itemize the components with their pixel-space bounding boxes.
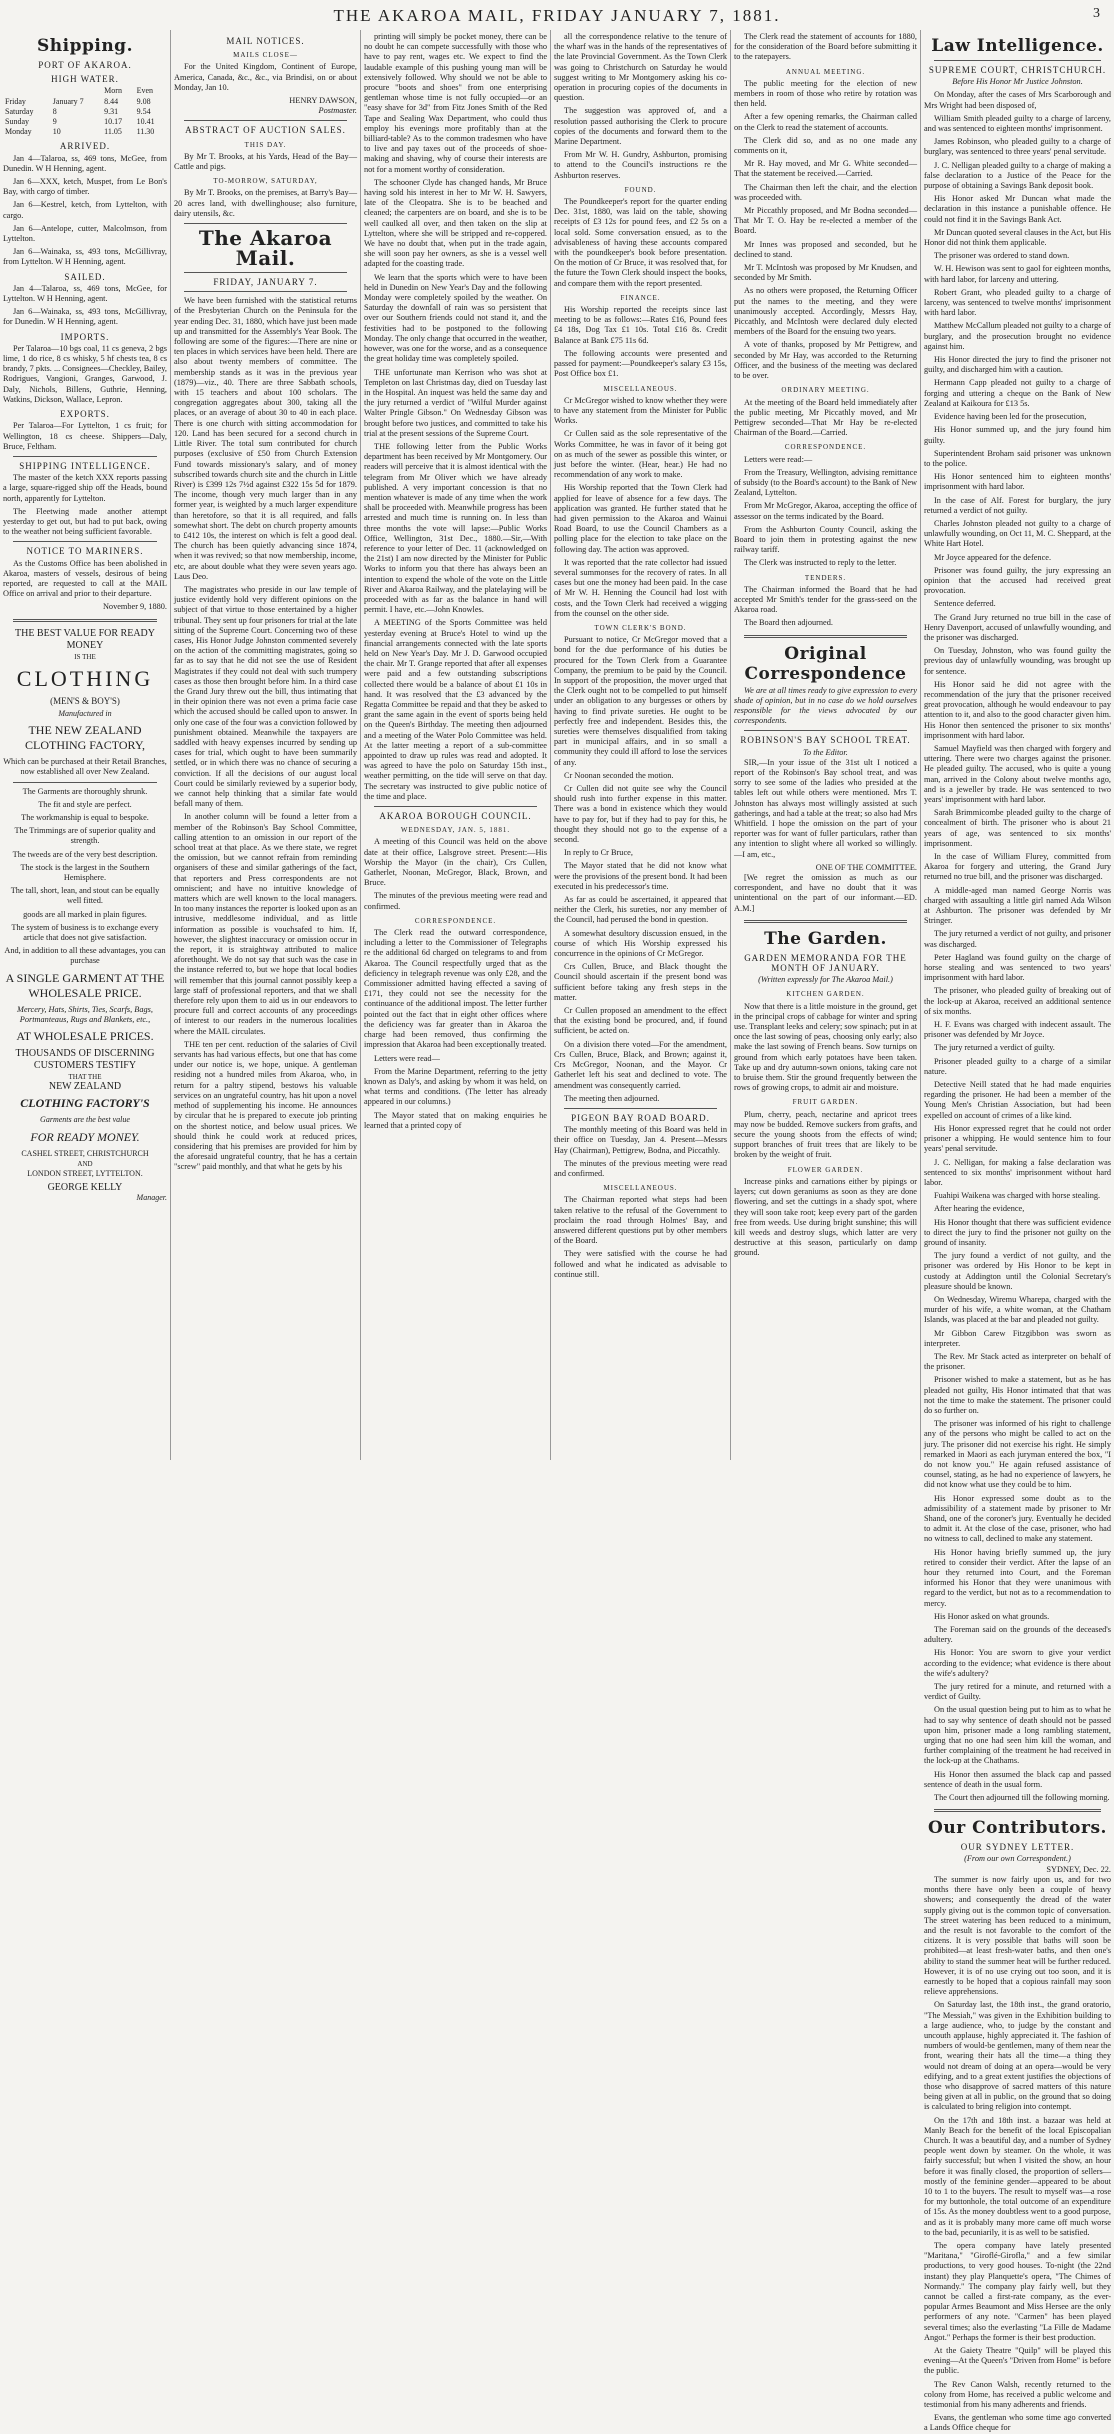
- original-correspondence-heading: Original Correspondence: [744, 643, 907, 684]
- robinson-heading: ROBINSON'S BAY SCHOOL TREAT.: [740, 735, 911, 746]
- tide-cell: 9: [52, 117, 57, 127]
- ad-line: CASHEL STREET, CHRISTCHURCH: [21, 1148, 149, 1158]
- sydney-paragraph: Evans, the gentleman who some time ago converted a Lands Office cheque for: [924, 2413, 1111, 2433]
- law-paragraph: The Foreman said on the grounds of the deceased's adultery.: [924, 1625, 1111, 1645]
- pigeon-paragraph: The monthly meeting of this Board was held in their office on Tuesday, Jan 4. Present—Messrs Hay (Chairman), Pettigrew, Bodna, and Piccathly.: [554, 1125, 727, 1155]
- law-paragraph: Sentence deferred.: [934, 599, 996, 609]
- law-paragraph: Superintendent Broham said prisoner was unknown to the police.: [924, 448, 1111, 468]
- news-paragraph: printing will simply be pocket money, there can be no doubt he can compete successfully with those who have to pay rent, wages etc. We expect to find the laudable example of this pushing young man will be extensively followed. Why should we not be able to procure "boots and shoes" from one enterprising gentleman whose time is not fully occupied—or an "easy shave for 3d" from Fitz Jones Smith of the Red Tape and Sealing Wax Department, who could thus employ his evenings more profitably than at the billiard-table? As to the common tradesmen who have to live and pay taxes out of the proceeds of shoe-making and shaving, why of course their interests are not for a moment worthy of consideration.: [364, 32, 547, 174]
- council-heading: AKAROA BOROUGH COUNCIL.: [379, 811, 532, 822]
- clothing-advertisement: [3, 628, 167, 1204]
- notice-text: As the Customs Office has been abolished in Akaroa, masters of vessels, desirous of being reported, are requested to call at the MAIL Office on arrival and prior to their departure.: [3, 558, 167, 599]
- court-before: Before His Honor Mr Justice Johnston.: [952, 77, 1083, 87]
- divider: [184, 120, 347, 121]
- law-paragraph: His Honor thought that there was sufficient evidence to direct the jury to find the prisoner not guilty on the ground of insanity.: [924, 1217, 1111, 1247]
- kitchen-garden-text: Now that there is a little moisture in the ground, get in the principal crops of cabbage for winter and spring use. Transplant leeks and celery; sow spinach; put in at once the last sowing of peas, choosing only early; also make the last sowing of French beans. Sow turnips on ground from which early potatoes have been taken. Take up and dry autumn-sown onions, taking care not to bruise them. Stir the ground frequently between the rows of growing crops, to admit air and moisture.: [734, 1001, 917, 1093]
- ad-clothing: CLOTHING: [16, 665, 154, 691]
- tide-cell: 11.30: [136, 127, 155, 137]
- letter-text: SIR,—In your issue of the 31st ult I noticed a report of the Robinson's Bay school treat, and was sorry to see some of the ladies who presided at the tables left out while others were mentioned. Mrs T. Johnston has always most willingly assisted at such gatherings, and had a table at the treat; so also had Mrs Whitfield. I hope the omission on the part of your reporter was for want of fuller particulars, rather than any intention to slight where all worked so willingly.—I am, etc.,: [734, 757, 917, 859]
- misc-paragraph: His Worship reported that the Town Clerk had applied for leave of absence for a few days. The application was granted. He further stated that he had given permission to the Akaroa and Wainui Road Board, to use the Council Chambers as a polling place for the election to take place on the following day. The action was approved.: [554, 483, 727, 554]
- clerk-paragraph: Cr Cullen did not quite see why the Council should rush into further expense in this matter. There was a bond in existence which they would have to pay for, but if they had to pay for this, he thought they should not go to the expense of a second.: [554, 784, 727, 845]
- law-paragraph: William Smith pleaded guilty to a charge of larceny, and was sentenced to eighteen months' imprisonment.: [924, 113, 1111, 134]
- law-paragraph: His Honor having briefly summed up, the jury retired to consider their verdict. After the lapse of an hour they returned into Court, and the Foreman informed his Honor that they were unanimous with regard to the verdict, but not as to a recommendation to mercy.: [924, 1547, 1111, 1608]
- law-paragraph: The jury returned a verdict of guilty.: [934, 1043, 1055, 1053]
- ad-line: NEW ZEALAND: [48, 1081, 122, 1093]
- ad-cf: CLOTHING FACTORY'S: [20, 1096, 150, 1111]
- divider: [184, 223, 347, 224]
- tide-cell: 11.05: [104, 127, 122, 137]
- imports-text: Per Talaroa—10 bgs coal, 11 cs geneva, 2 bgs lime, 1 do rice, 8 cs whisky, 5 hf chests tea, 8 cs brandy, 7 pkts. ... Consignees—Checkley, Bailey, Rodrigues, Vangioni, Granges, Garwood, J. Daly, Nichols, Billens, Guthrie, Henning, Watkins, Dickson, Wallace, Lepron.: [3, 343, 167, 404]
- law-intelligence-heading: Law Intelligence.: [931, 36, 1104, 56]
- tide-header-cell: Morn: [104, 86, 122, 96]
- clerk-paragraph: In reply to Cr Bruce,: [564, 848, 633, 858]
- divider: [744, 920, 907, 923]
- arrived-item: Jan 4—Talaroa, ss, 469 tons, McGee, from Dunedin. W H Henning, agent.: [3, 153, 167, 173]
- clerk-paragraph: Pursuant to notice, Cr McGregor moved that a bond for the due performance of his duties be procured for the Town Clerk from a Guarantee Company, the premium to be paid by the Council. In support of the proposition, the mover urged that the Clerk ought not to be compelled to put himself under an obligation to any burgesses or others by having to find private sureties. He ought to be perfectly free and independent. Besides this, the sureties were themselves disqualified from taking part in municipal affairs, and in so small a community they could ill afford to lose the services of any.: [554, 635, 727, 767]
- ad-point: And, in addition to all these advantages, you can purchase: [4, 946, 166, 966]
- law-paragraph: His Honor then assumed the black cap and passed sentence of death in the usual form.: [924, 1769, 1111, 1789]
- sailed-item: Jan 6—Wainaka, ss, 493 tons, McGillivray, for Dunedin. W H Henning, agent.: [3, 307, 167, 327]
- law-paragraph: Charles Johnston pleaded not guilty to a charge of unlawfully wounding, on Oct 11, M. C. Sheppard, at the White Hart Hotel.: [924, 518, 1111, 549]
- divider: [184, 272, 347, 273]
- shipping-intelligence-item: The master of the ketch XXX reports passing a large, square-rigged ship off the Heads, bound north, apparently for Lyttelton.: [3, 473, 167, 503]
- annual-paragraph: Mr R. Hay moved, and Mr G. White seconded—That the statement be received.—Carried.: [734, 159, 917, 179]
- tide-row: [3, 107, 167, 117]
- ad-point: The tweeds are of the very best description.: [12, 849, 158, 859]
- law-report: [924, 90, 1111, 1803]
- news-paragraph: THE following letter from the Public Works department has been received by Mr Montgomery. Our readers will perceive that it is almost identical with the telegram from Mr Oliver which we have already published. A very important concession is that no mention whatever is made of any time when the work shall be proceeded with. Meanwhile progress has been arrested and much time is running on. In less than three months the vote will lapse:—Public Works Office, Wellington, 31st Dec., 1880.—Sir,—With reference to your letter of Dec. 11 (acknowledged on the 21st) I am now directed by the Minister for Public Works to inform you that there has always been an intention to expend the whole of the vote on the Little River and Akaroa Railway, and the platelaying will be proceeded with as far as the balance in hand will permit. I have, etc.—John Knowles.: [364, 441, 547, 615]
- misc-paragraph: It was reported that the rate collector had issued several summonses for the recovery of rates. In all cases but one the money had been paid. In the case of Mr W. H. Henning the Council had lost with costs, and the Town Clerk had received a wigging from the counsel on the other side.: [554, 557, 727, 618]
- divider: [184, 291, 347, 292]
- masthead-title: THE AKAROA MAIL, FRIDAY JANUARY 7, 1881.: [333, 6, 781, 25]
- divider: [374, 806, 537, 807]
- pigeon-misc-heading: MISCELLANEOUS.: [603, 1184, 678, 1193]
- ad-line: Manager.: [136, 1193, 167, 1203]
- law-paragraph: On Tuesday, Johnston, who was found guilty the previous day of unlawfully wounding, was brought up for sentence.: [924, 646, 1111, 676]
- council-paragraph: A meeting of this Council was held on the above date at their office, Lalsgrove street. Present:—His Worship the Mayor (in the chair), Crs Cullen, Gatherlet, Noonan, McGregor, Black, Brown, and Bruce.: [364, 837, 547, 888]
- ad-single: A SINGLE GARMENT AT THE WHOLESALE PRICE.: [5, 970, 165, 1000]
- tide-header-cell: Even: [136, 86, 154, 96]
- fruit-garden-text: Plum, cherry, peach, nectarine and apricot trees may now be budded. Remove suckers from grafts, and secure the young shoots from the effects of wind; support branches of fruit trees that are likely to be broken by the weight of fruit.: [734, 1109, 917, 1160]
- postmaster-name: HENRY DAWSON,: [289, 96, 357, 106]
- high-water-heading: HIGH WATER.: [51, 74, 119, 85]
- tide-cell: 9.08: [136, 96, 151, 106]
- misc-paragraph: Cr McGregor wished to know whether they were to have any statement from the Minister for Public Works.: [554, 395, 727, 426]
- exports-text: Per Talaroa—For Lyttelton, 1 cs fruit; for Wellington, 18 cs cheese. Shippers—Daly, Bruce, Feltham.: [3, 421, 167, 451]
- fruit-garden-heading: FRUIT GARDEN.: [792, 1098, 859, 1107]
- tide-cell: Monday: [5, 127, 32, 137]
- law-paragraph: The Grand Jury returned no true bill in the case of Henry Davenport, accused of unlawfully wounding, and the prisoner was discharged.: [924, 612, 1111, 642]
- tide-cell: 9.31: [104, 106, 119, 116]
- annual-paragraph: A vote of thanks, proposed by Mr Pettigrew, and seconded by Mr Hay, was accorded to the Returning Officer, and the business of the meeting was declared to be over.: [734, 340, 917, 381]
- correspondence-paragraph: Letters were read—: [374, 1053, 440, 1063]
- pigeon-paragraph: The Chairman reported what steps had been taken relative to the refusal of the Government to proclaim the road through Holmes' Bay, and answered different questions put by other members of the Board.: [554, 1195, 727, 1246]
- clerk-paragraph: Cr Noonan seconded the motion.: [564, 770, 674, 780]
- original-correspondence-note: We are at all times ready to give expression to every shade of opinion, but in no case do we hold ourselves responsible for the views advocated by our correspondents.: [734, 685, 917, 726]
- annual-meeting-heading: ANNUAL MEETING.: [785, 67, 866, 76]
- law-paragraph: His Honor: You are sworn to give your verdict according to the evidence; what evidence is there about the wife's adultery?: [924, 1648, 1111, 1678]
- board-correspondence-heading: CORRESPONDENCE.: [784, 443, 867, 452]
- tide-row: [3, 97, 167, 107]
- court-heading: SUPREME COURT, CHRISTCHURCH.: [928, 65, 1107, 75]
- tide-header-cell: [3, 86, 51, 96]
- tide-table: [3, 86, 167, 137]
- board-correspondence-paragraph: From Mr McGregor, Akaroa, accepting the office of assessor on the terms indicated by the Board.: [734, 501, 917, 521]
- tide-cell: 10: [52, 127, 61, 137]
- divider: [13, 456, 157, 457]
- editorial-paragraph: In another column will be found a letter from a member of the Robinson's Bay School Committee, calling attention to an omission in our report of the school treat at that place. As we there state, we regret the omission, but we cannot refrain from reminding organisers of these and similar gatherings of the fact, that reporters and Press correspondents are not omniscient; and have no intuitive knowledge of matters which are well known to the local managers. In too many instances the reporter is looked upon as an intrusive, meddlesome individual, and as little information as possible is vouchsafed to him. If, however, the slightest inaccuracy or omission occur in the report, it is straightway attributed to malice aforethought. We do not say that such was the case in the instance referred to, but we hope that local bodies will remember that this journal cannot possibly keep a large staff of professional reporters, and that we shall therefore rely upon them to aid us in our endeavors to procure full and correct accounts of any proceedings of interest to our readers in the numerous localities where the MAIL circulates.: [174, 812, 357, 1036]
- law-paragraph: Peter Hagland was found guilty on the charge of horse stealing and was sentenced to two years' imprisonment with hard labor.: [924, 952, 1111, 983]
- law-paragraph: His Honor directed the jury to find the prisoner not guilty, and discharged him with a caution.: [924, 355, 1111, 375]
- finance-paragraph: The following accounts were presented and passed for payment:—Poundkeeper's salary £3 15s, Post Office box £1.: [554, 348, 727, 379]
- clerk-paragraph: As far as could be ascertained, it appeared that neither the Clerk, his sureties, nor any member of the Council, had perused the bond in question.: [554, 895, 727, 925]
- annual-paragraph: The Chairman then left the chair, and the election was proceeded with.: [734, 182, 917, 202]
- tide-cell: January 7: [52, 96, 84, 106]
- auction-heading: ABSTRACT OF AUCTION SALES.: [185, 125, 346, 136]
- correspondence-heading: CORRESPONDENCE.: [414, 916, 497, 925]
- annual-paragraph: Mr Innes was proposed and seconded, but he declined to stand.: [734, 239, 917, 259]
- law-paragraph: After hearing the evidence,: [934, 1204, 1025, 1214]
- annual-paragraph: As no others were proposed, the Returning Officer put the names to the meeting, and they were unanimously accepted. Accordingly, Messrs Hay, Piccathly, and McIntosh were declared duly elected members of the Board for the ensuing two years.: [734, 286, 917, 337]
- council-paragraph: The suggestion was approved of, and a resolution passed authorising the Clerk to procure copies of the documents and forward them to the Marine Department.: [554, 106, 727, 147]
- arrived-item: Jan 6—XXX, ketch, Muspet, from Le Bon's Bay, with cargo of timber.: [3, 177, 167, 197]
- tide-row: [3, 127, 167, 137]
- ad-wholesale: AT WHOLESALE PRICES.: [16, 1029, 154, 1044]
- ad-point: The Trimmings are of superior quality and strength.: [14, 826, 156, 846]
- letter-signature: ONE OF THE COMMITTEE.: [815, 862, 917, 872]
- divider: [13, 619, 157, 622]
- tide-header-cell: [51, 86, 102, 96]
- law-paragraph: Matthew McCallum pleaded not guilty to a charge of burglary, and the prosecution brought no evidence against him.: [924, 321, 1111, 351]
- clerk-paragraph: The Mayor stated that he did not know what were the provisions of the present bond. It had been executed in his predecessor's time.: [554, 861, 727, 891]
- masthead: [0, 6, 1114, 26]
- sydney-paragraph: On Saturday last, the 18th inst., the grand oratorio, "The Messiah," was given in the Exhibition building to a large audience, who, to judge by the constant and uncouth applause, highly appreciated it. The fashion of numbers of would-be gentlemen, many of them near the front, wearing their hats all the time—a thing they would not dream of doing at an opera—would be very edifying, and to a great extent justifies the objections of those who disapprove of sacred matters of this nature being given at all in public, on the ground that so doing is calculated to bring religion into contempt.: [924, 2000, 1111, 2112]
- ordinary-paragraph: At the meeting of the Board held immediately after the public meeting, Mr Piccathly moved, and Mr Pettigrew seconded—That Mr Hay be re-elected Chairman of the Board.—Carried.: [734, 397, 917, 438]
- council-paragraph: all the correspondence relative to the tenure of the wharf was in the hands of the representatives of the late Provincial Government. As the Town Clerk was going to Christchurch on Saturday he would suggest writing to Mr Montgomery asking his co-operation in procuring copies of the documents in question.: [554, 32, 727, 103]
- imports-heading: IMPORTS.: [60, 331, 110, 342]
- tide-row: [3, 117, 167, 127]
- page-number: 3: [1093, 6, 1102, 21]
- law-paragraph: In the case of Alf. Forest for burglary, the jury returned a verdict of not guilty.: [924, 495, 1111, 515]
- tenders-heading: TENDERS.: [804, 573, 847, 582]
- ad-line: Mercery, Hats, Shirts, Ties, Scarfs, Bags, Portmanteaus, Rugs and Blankets, etc.,: [17, 1004, 153, 1024]
- notice-date: November 9, 1880.: [102, 602, 167, 612]
- news-paragraph: THE unfortunate man Kerrison who was shot at Templeton on last Christmas day, died on Tuesday last in the Hospital. An inquest was held the same day and the jury returned a verdict of "Wilful Murder against Walter Pringle Gibson." On Wednesday Gibson was brought before two justices, and committed to take his trial at the present sessions of the Supreme Court.: [364, 367, 547, 438]
- council-date: WEDNESDAY, JAN. 5, 1881.: [400, 826, 511, 835]
- editorial-paragraph: The magistrates who preside in our law temple of justice evidently hold very different opinions on the subject of that virtue to those entertained by a higher tribunal. They sent up four prisoners for trial at the late sitting of the Supreme Court. Concerning two of these cases, His Honor Judge Johnston commented severely on the action of the committing magistrates, going so far as to say that he did not see the use of Resident Magistrates if they could not deal with such trumpery cases as those then brought before him. In a third case the Grand Jury threw out the bill, thus intimating that in their opinion there was not even a prima facie case which the accused should be called upon to answer. In only one case of the four was a conviction followed by punishment obtained. Meanwhile the taxpayers are saddled with heavy expenses incurred by sending up cases for trial, which ought to have been summarily settled, or in which there was no chance of securing a conviction. If all the decisions of our august local Court could be similarly reviewed by a superior body, we cannot help thinking that a similar fate would befall many of them.: [174, 584, 357, 809]
- law-paragraph: Sarah Brimmicombe pleaded guilty to the charge of concealment of birth. The prisoner who is about 21 years of age, was sentenced to six months' imprisonment.: [924, 808, 1111, 848]
- shipping-intelligence-item: The Fleetwing made another attempt yesterday to get out, but had to put back, owing to the weather not being sufficient favorable.: [3, 506, 167, 537]
- law-paragraph: In the case of William Flurey, committed from Akaroa for forgery and uttering, the Grand Jury returned no true bill, and the prisoner was discharged.: [924, 852, 1111, 882]
- clerk-paragraph: Cr Cullen proposed an amendment to the effect that the existing bond be procured, and, if found sufficient, be acted on.: [554, 1006, 727, 1036]
- tenders-paragraph: The Chairman informed the Board that he had accepted Mr Smith's tender for the grass-seed on the Akaroa road.: [734, 584, 917, 615]
- sailed-heading: SAILED.: [64, 271, 106, 282]
- law-paragraph: Robert Grant, who pleaded guilty to a charge of larceny, was sentenced to twelve months' imprisonment with hard labor.: [924, 287, 1111, 318]
- law-paragraph: W. H. Hewison was sent to gaol for eighteen months, with hard labor, for larceny and uttering.: [924, 264, 1111, 284]
- annual-paragraph: Mr T. McIntosh was proposed by Mr Knudsen, and seconded by Mr Smith.: [734, 263, 917, 283]
- editor-note: [We regret the omission as much as our correspondent, and have no doubt that it was unintentional on the part of our informant.—ED. A.M.]: [734, 873, 917, 913]
- law-paragraph: The prisoner was ordered to stand down.: [934, 251, 1070, 261]
- tomorrow-heading: TO-MORROW, SATURDAY,: [213, 177, 318, 186]
- law-paragraph: Detective Neill stated that he had made enquiries regarding the prisoner. He had been a member of the Young Men's Christian Association, but had been expelled on account of crimes of a like kind.: [924, 1080, 1111, 1120]
- paper-title: The Akaroa Mail.: [198, 226, 333, 271]
- news-paragraph: We learn that the sports which were to have been held in Dunedin on New Year's Day and the following Monday were completely spoiled by the weather. On Saturday the downfall of rain was so persistent that over our Southern friends could not stand it, and the festivities had to be postponed to the following Monday. The only change that occurred in the weather, however, was one for the worse, and as a consequence the great holiday time was completely spoiled.: [364, 272, 547, 364]
- law-paragraph: The jury returned a verdict of not guilty, and prisoner was discharged.: [924, 929, 1111, 949]
- pigeon-paragraph: They were satisfied with the course he had followed and what he indicated as advisable to continue still.: [554, 1249, 727, 1279]
- news-paragraph: The schooner Clyde has changed hands, Mr Bruce having sold his interest in her to Mr W. H. Sawyers, late of the Cleopatra. She is to be beached and cleaned; the carpenters are on board, and she is to be well caulked all over, and then taken on the slip at Lyttelton, where she will be stripped and re-coppered. We have no doubt that, when put in the trade again, she will soon pay her owners, as she is a vessel well adapted for the coasting trade.: [364, 177, 547, 269]
- board-correspondence-paragraph: From the Treasury, Wellington, advising remittance of subsidy (to the Board's account) to the Bank of New Zealand, Lyttelton.: [734, 467, 917, 498]
- ad-line: Which can be purchased at their Retail Branches, now established all over New Zealand.: [3, 757, 167, 777]
- divider: [934, 60, 1101, 61]
- arrived-item: Jan 6—Kestrel, ketch, from Lyttelton, with cargo.: [3, 200, 167, 220]
- law-paragraph: Samuel Mayfield was then charged with forgery and uttering. There were two charges against the prisoner. He pleaded guilty. The accused, who is quite a young man, arrived in the Colony about twelve months ago, and is a jeweller by trade. He was sentenced to two years' imprisonment with hard labor.: [924, 743, 1111, 804]
- law-paragraph: His Honor said he did not agree with the recommendation of the jury that the prisoner received great provocation, although he would endeavour to pay attention to it, and also to the good character given him. His Honor then sentenced the prisoner to six months' imprisonment with hard labor.: [924, 679, 1111, 740]
- flower-garden-heading: FLOWER GARDEN.: [787, 1165, 864, 1174]
- annual-paragraph: The public meeting for the election of new members in room of those who retire by rotation was then held.: [734, 78, 917, 109]
- column-1: [0, 30, 170, 1460]
- ad-point: The stock is the largest in the Southern Hemisphere.: [20, 862, 150, 882]
- divider: [564, 1108, 717, 1109]
- tenders-paragraph: The Board then adjourned.: [744, 618, 833, 628]
- ad-line: LONDON STREET, LYTTELTON.: [27, 1169, 143, 1179]
- sydney-date: SYDNEY, Dec. 22.: [1046, 1864, 1111, 1874]
- correspondence-paragraph: From the Marine Department, referring to the jetty known as Daly's, and asking by whom it was held, on what terms and conditions. (The letter has already appeared in our columns.): [364, 1066, 547, 1107]
- tide-cell: Saturday: [5, 106, 34, 116]
- ordinary-meeting-heading: ORDINARY MEETING.: [781, 386, 870, 395]
- tide-cell: 10.41: [136, 117, 155, 127]
- law-paragraph: J. C. Nelligan, for making a false declaration was sentenced to six months' imprisonment without hard labor.: [924, 1157, 1111, 1187]
- arrived-item: Jan 6—Antelope, cutter, Malcolmson, from Lyttelton.: [3, 223, 167, 244]
- board-correspondence-paragraph: From the Ashburton County Council, asking the Board to join them in protesting against the new railway tariff.: [734, 524, 917, 555]
- news-paragraph: A MEETING of the Sports Committee was held yesterday evening at Bruce's Hotel to wind up the financial arrangements connected with the late sports held on New Year's Day. Mr J. D. Garwood occupied the chair. Mr T. Grange reported that after all expenses were paid and a few outstanding subscriptions collected there would be a balance of about £1 10s in hand. It was resolved that the £3 advanced by the Regatta Committee be repaid and that they be asked to grant the same again in the event of sports being held on the Queen's Birthday. The meeting then adjourned and a meeting of the Water Polo Committee was held. At the latter meeting a report of a sub-committee appointed to draw up rules was read and adopted. It was agreed to have the polo on Saturday 15th inst., weather permitting, on the tide will serve on that day. The secretary was instructed to give public notice of the time and place.: [364, 618, 547, 801]
- misc-heading: MISCELLANEOUS.: [603, 384, 678, 393]
- law-paragraph: The prisoner was informed of his right to challenge any of the persons who might be called to act on the jury. The prisoner did not exercise his right. He simply remarked in Maori as each juryman entered the box, "I do not know you." He again refused assistance of counsel, stating, as he had no experience of lawyers, he did not know what use they could be to him.: [924, 1419, 1111, 1490]
- law-paragraph: The Rev. Mr Stack acted as interpreter on behalf of the prisoner.: [924, 1351, 1111, 1372]
- tide-cell: 10.17: [104, 117, 123, 127]
- this-day-heading: THIS DAY.: [244, 140, 287, 149]
- divider: [744, 635, 907, 638]
- law-paragraph: Mr Duncan quoted several clauses in the Act, but His Honor did not think them applicable.: [924, 227, 1111, 248]
- ad-point: The tall, short, lean, and stout can be equally well fitted.: [10, 886, 160, 906]
- shipping-intelligence-heading: SHIPPING INTELLIGENCE.: [19, 460, 151, 471]
- paper-date: FRIDAY, JANUARY 7.: [213, 277, 318, 288]
- law-paragraph: Fuahipi Waikena was charged with horse stealing.: [934, 1191, 1101, 1201]
- ad-line: THE BEST VALUE FOR READY MONEY: [14, 627, 155, 651]
- found-heading: FOUND.: [624, 185, 657, 194]
- board-correspondence-paragraph: The Clerk was instructed to reply to the letter.: [744, 558, 897, 568]
- ad-line: THOUSANDS OF DISCERNING CUSTOMERS TESTIFY: [15, 1048, 155, 1072]
- arrived-item: Jan 6—Wainaka, ss, 493 tons, McGillivray, from Lyttelton. W H Henning, agent.: [3, 247, 167, 267]
- tide-cell: Sunday: [5, 117, 29, 127]
- garden-heading: The Garden.: [764, 928, 887, 949]
- clerk-bond-heading: TOWN CLERK'S BOND.: [594, 623, 687, 632]
- column-5: [730, 30, 920, 1460]
- council-paragraph: From Mr W. H. Gundry, Ashburton, promising to attend to the Council's instructions re the Ashburton reserves.: [554, 150, 727, 180]
- ad-factory: THE NEW ZEALAND CLOTHING FACTORY,: [24, 723, 146, 753]
- ad-line: (MEN'S & BOY'S): [50, 695, 120, 706]
- arrived-heading: ARRIVED.: [59, 141, 111, 152]
- column-3: [360, 30, 550, 1460]
- tide-header-row: [3, 86, 167, 96]
- postmaster-title: Postmaster.: [318, 106, 357, 116]
- finance-heading: FINANCE.: [620, 293, 661, 302]
- law-paragraph: On the usual question being put to him as to what he had to say why sentence of death should not be passed upon him, prisoner made a long rambling statement, urging that no one had seen him kill the woman, and further complaining of the treatment he had received in the lock-up at the Chathams.: [924, 1705, 1111, 1766]
- law-paragraph: His Honor summed up, and the jury found him guilty.: [924, 425, 1111, 445]
- pigeon-bay-heading: PIGEON BAY ROAD BOARD.: [571, 1112, 710, 1123]
- misc-paragraph: Cr Cullen said as the sole representative of the Works Committee, he was in favor of it being got on as much of the sewer as possible this winter, or just before the winter. (Hear, hear.) He had no recommendation of any work to make.: [554, 429, 727, 480]
- board-correspondence-paragraph: Letters were read:—: [744, 454, 813, 464]
- ad-point: The fit and style are perfect.: [38, 799, 132, 809]
- law-paragraph: His Honor expressed regret that he could not order prisoner a whipping. He would sentence him to four years' penal servitude.: [924, 1123, 1111, 1154]
- ad-point: The system of business is to exchange every article that does not give satisfaction.: [11, 922, 159, 942]
- ad-line: GEORGE KELLY: [47, 1182, 123, 1194]
- law-paragraph: Mr Gibbon Carew Fitzgibbon was sworn as interpreter.: [924, 1328, 1111, 1348]
- own-correspondent: (From our own Correspondent.): [964, 1854, 1071, 1864]
- law-paragraph: James Robinson, who pleaded guilty to a charge of burglary, was sentenced to three years' penal servitude.: [924, 137, 1111, 157]
- law-paragraph: Prisoner wished to make a statement, but as he has pleaded not guilty, His Honor intimated that that was not the time to make the statement. The prisoner could do so further on.: [924, 1375, 1111, 1415]
- clerk-paragraph: Crs Cullen, Bruce, and Black thought the Council should ascertain if the present bond was sufficient before taking any fresh steps in the matter.: [554, 962, 727, 1002]
- divider: [934, 1809, 1101, 1812]
- pigeon-paragraph: The minutes of the previous meeting were read and confirmed.: [554, 1158, 727, 1178]
- mail-text: For the United Kingdom, Continent of Europe, America, Canada, &c., &c., via Brindisi, on or about Monday, Jan 10.: [174, 62, 357, 92]
- council-paragraph: The minutes of the previous meeting were read and confirmed.: [364, 891, 547, 911]
- ad-line: AND: [77, 1159, 93, 1168]
- annual-paragraph: After a few opening remarks, the Chairman called on the Clerk to read the statement of accounts.: [734, 112, 917, 132]
- to-editor: To the Editor.: [803, 747, 848, 757]
- contributors-heading: Our Contributors.: [928, 1818, 1107, 1839]
- editorial-paragraph: THE ten per cent. reduction of the salaries of Civil servants has had various effects, but one that has come under our notice is, we hope, unique. A gentleman residing not a hundred miles from Akaroa, who, in return for a paltry stipend, bestows his valuable services on an ungrateful country, has hit upon a novel method of supplementing his income. He announces by circular that he is prepared to execute job printing on the shortest notice, and below usual prices. We should think he could work at reduced prices, considering that his premises are provided for him by the aforesaid ungrateful country, that he has a certain "screw" paid monthly, and that what he gets by his: [174, 1039, 357, 1172]
- law-paragraph: Prisoner pleaded guilty to a charge of a similar nature.: [924, 1056, 1111, 1076]
- board-paragraph: The Clerk read the statement of accounts for 1880, for the consideration of the Board before submitting it to the ratepayers.: [734, 32, 917, 62]
- sydney-letter-heading: OUR SYDNEY LETTER.: [960, 1842, 1075, 1853]
- law-paragraph: H. F. Evans was charged with indecent assault. The prisoner was defended by Mr Joyce.: [924, 1020, 1111, 1040]
- sailed-item: Jan 4—Talaroa, ss, 469 tons, McGee, for Lyttelton. W H Henning, agent.: [3, 283, 167, 304]
- law-paragraph: His Honor asked on what grounds.: [934, 1611, 1050, 1621]
- kitchen-garden-heading: KITCHEN GARDEN.: [786, 990, 865, 999]
- column-2: [170, 30, 360, 1460]
- ad-line: THAT THE: [68, 1073, 102, 1082]
- divider: [13, 541, 157, 542]
- law-paragraph: His Honor asked Mr Duncan what made the declaration in this instance a punishable offence. He could not find it in the Savings Bank Act.: [924, 194, 1111, 224]
- ad-line: IS THE: [74, 652, 96, 661]
- tide-cell: 8: [52, 106, 57, 116]
- ad-point: goods are all marked in plain figures.: [23, 909, 147, 919]
- editorial-paragraph: We have been furnished with the statistical returns of the Presbyterian Church on the Peninsula for the year ending Dec. 31, 1880, which have just been made up and transmitted for the Assembly's Year Book. The following are some of the figures:—There are nine or ten places in which services have been held. There are also about twenty members of committee. The membership stands as it was in the previous year (1879)—viz., 40. There are three Sabbath schools, with 15 teachers and about 100 scholars. The congregation aggregates about 300, taking all the places, or an average of about 30 to 40 in each place. There is one church with sitting accommodation for 120. Land has been secured for a second church in Little River. The total sum contributed for church purposes (exclusive of £50 from Church Extension Fund towards missionary's salary, and of money subscribed towards church site and the church in Little River) is £399 12s 7½d against £322 15s 5d for 1879. The income, though very much larger than in any former year, is weighted by a much larger expenditure than heretofore, so that it is all required, and falls somewhat short. The debt on church property amounts to £412 10s, the interest on which is felt a good deal. The church has been quietly advancing since 1874, when it was revived; so that now membership, income, etc, are about double what they were seven years ago. Laus Deo.: [174, 296, 357, 581]
- divider: [13, 782, 157, 783]
- sydney-paragraph: The Rev Canon Walsh, recently returned to the colony from Home, has received a public welcome and testimonial from his many adherents and friends.: [924, 2379, 1111, 2410]
- garden-subheading: GARDEN MEMORANDA FOR THE MONTH OF JANUARY.: [744, 952, 907, 974]
- law-paragraph: J. C. Nelligan pleaded guilty to a charge of making a false declaration to a Justice of the Peace for the purpose of obtaining a Savings Bank deposit book.: [924, 160, 1111, 191]
- correspondence-paragraph: The Mayor stated that on making enquiries he learned that a printed copy of: [364, 1110, 547, 1130]
- ad-line: Garments are the best value: [40, 1115, 130, 1125]
- this-day-text: By Mr T. Brooks, at his Yards, Head of the Bay—Cattle and pigs.: [174, 151, 357, 172]
- port-heading: PORT OF AKAROA.: [38, 60, 132, 70]
- sydney-paragraph: On the 17th and 18th inst. a bazaar was held at Manly Beach for the benefit of the local Episcopalian Church. It was a beautiful day, and a number of Sydney people went down by steamer. On the whole, it was fairly successful; but when I visited the show, an hour before it was finally closed, the proportion of sellers—mostly of the feminine gender—appeared to be about 10 to 1 to the buyers. The result to myself was—a rose for my buttonhole, the total outcome of an expenditure of 15s. As the money doubtless went to a good purpose, and as it is probably many more came off much worse to the bad, pecuniarily, it is as well to be satisfied.: [924, 2115, 1111, 2237]
- columns: [0, 30, 1114, 2433]
- annual-paragraph: The Clerk did so, and as no one made any comments on it,: [734, 135, 917, 156]
- law-paragraph: His Honor sentenced him to eighteen months' imprisonment with hard labor.: [924, 472, 1111, 492]
- law-paragraph: Mr Joyce appeared for the defence.: [934, 552, 1052, 562]
- correspondence-paragraph: The Clerk read the outward correspondence, including a letter to the Commissioner of Telegraphs re the additional 6d charged on telegrams to and from Akaroa. The Council respectfully urged that as the deficiency in telegraph revenue was only £28, and the Commissioner admitted having effected a saving of £171, they could not see the necessity for the continuance of the additional impost. The letter further pointed out the fact that in eight other offices where the deficiency was far greater than in Akaroa the charge had been removed, thus confirming the impression that Akaroa had been exceptionally treated.: [364, 928, 547, 1050]
- sydney-letter: [924, 1875, 1111, 2434]
- shipping-heading: Shipping.: [37, 36, 133, 56]
- law-paragraph: On Monday, after the cases of Mrs Scarborough and Mrs Wright had been disposed of,: [924, 90, 1111, 110]
- finance-paragraph: His Worship reported the receipts since last meeting to be as follows:—Rates £16, Pound fees £4 18s, Dog Tax £1 10s. Total £16 8s. Credit Balance at Bank £75 11s 6d.: [554, 305, 727, 345]
- column-6: [920, 30, 1114, 2433]
- flower-garden-text: Increase pinks and carnations either by pipings or layers; cut down geraniums as soon as they are done flowering, and set the cuttings in a shady spot, where they will soon take root; keep every part of the garden free from weeds. Use during bright sunshine; this will kill weeds and destroy slugs, which latter are very destructive at this season, particularly on damp ground.: [734, 1176, 917, 1258]
- ad-line: Manufactured in: [58, 708, 112, 718]
- exports-heading: EXPORTS.: [60, 409, 110, 420]
- law-paragraph: The jury found a verdict of not guilty, and the prisoner was ordered by His Honor to be kept in custody at Addington until the Colonial Secretary's pleasure should be known.: [924, 1251, 1111, 1291]
- law-paragraph: The jury retired for a minute, and returned with a verdict of Guilty.: [924, 1682, 1111, 1702]
- notice-heading: NOTICE TO MARINERS.: [26, 546, 144, 557]
- mail-notices-heading: MAIL NOTICES.: [226, 36, 305, 46]
- divider: [744, 730, 907, 731]
- law-paragraph: His Honor expressed some doubt as to the admissibility of a statement made by prisoner to Mr Shand, one of the coroner's jury. Eventually he decided to admit it. At the close of the case, prisoner, who had no witness to call, declined to make any statement.: [924, 1493, 1111, 1544]
- clerk-paragraph: On a division there voted—For the amendment, Crs Cullen, Bruce, Black, and Brown; against it, Crs McGregor, Noonan, and the Mayor. Cr Gatherlet left his seat and declined to vote. The amendment was consequently carried.: [554, 1039, 727, 1090]
- tide-cell: Friday: [5, 96, 26, 106]
- law-paragraph: On Wednesday, Wiremu Wharepa, charged with the murder of his wife, a white woman, at the Chatham Islands, was placed at the bar and pleaded not guilty.: [924, 1294, 1111, 1325]
- found-text: The Poundkeeper's report for the quarter ending Dec. 31st, 1880, was laid on the table, showing receipts of £3 12s for pound fees, and £2 5s on a local sold. Some conversation ensued, as to the advisableness of having these accounts compared with the poundkeeper's book before presentation. On the motion of Cr Bruce, it was resolved that, for the future the Town Clerk should inspect the books, and compare them with the report presented.: [554, 197, 727, 288]
- ad-ready: FOR READY MONEY.: [30, 1129, 140, 1144]
- tomorrow-text: By Mr T. Brooks, on the premises, at Barry's Bay—20 acres land, with dwellinghouse; also furniture, dairy utensils, &c.: [174, 188, 357, 218]
- column-4: [550, 30, 730, 1460]
- ad-point: The workmanship is equal to bespoke.: [21, 812, 149, 822]
- law-paragraph: Prisoner was found guilty, the jury expressing an opinion that the accused had received great provocation.: [924, 565, 1111, 596]
- sydney-paragraph: The opera company have lately presented "Maritana," "Giroflé-Girofla," and a few similar productions, to very good houses. To-night (the 22nd instant) they play Planquette's opera, "The Chimes of Normandy." The company play fairly well, but they cannot be called a first-rate company, as the ever-popular Armes Beaumont and Miss Hersee are the only performers of any note. "Carmen" has been played several times; also the everlasting "La Fille de Madame Angot." Perhaps the former is their best production.: [924, 2241, 1111, 2342]
- law-paragraph: The Court then adjourned till the following morning.: [934, 1793, 1110, 1803]
- law-paragraph: Hermann Capp pleaded not guilty to a charge of forging and uttering a cheque on the Bank of New Zealand at Kaikoura for £13 5s.: [924, 378, 1111, 408]
- tide-cell: 8.44: [104, 96, 119, 106]
- law-paragraph: Evidence having been led for the prosecution,: [934, 412, 1087, 422]
- clerk-paragraph: A somewhat desultory discussion ensued, in the course of which His Worship expressed his concurrence in the opinions of Cr McGregor.: [554, 928, 727, 959]
- annual-paragraph: Mr Piccathly proposed, and Mr Bodna seconded—That Mr T. O. Hay be re-elected a member of the Board.: [734, 206, 917, 236]
- sydney-paragraph: At the Gaiety Theatre "Quilp" will be played this evening—At the Queen's "Driven from Home" is before the public.: [924, 2346, 1111, 2376]
- law-paragraph: The prisoner, who pleaded guilty of breaking out of the lock-up at Akaroa, received an additional sentence of six months.: [924, 986, 1111, 1016]
- clerk-paragraph: The meeting then adjourned.: [564, 1093, 660, 1103]
- garden-credit: (Written expressly for The Akaroa Mail.): [758, 975, 893, 985]
- mails-close-heading: MAILS CLOSE—: [233, 51, 298, 60]
- law-paragraph: A middle-aged man named George Norris was charged with assaulting a little girl named Ada Wilson at Ashburton. The prisoner was defended by Mr Stringer.: [924, 885, 1111, 926]
- sydney-paragraph: The summer is now fairly upon us, and for two months there have only been a couple of heavy showers; and consequently the dread of the water supply giving out is the common topic of conversation. The street watering has been reduced to a minimum, and the result is not favorable to the comfort of the citizens. It is very possible that baths will soon be prohibited—at least fresh-water baths, and then one's ability to stand the summer heat will be further reduced. However, it is of no use crying out too soon, and it is earnestly to be hoped that a copious rainfall may soon relieve apprehensions.: [924, 1874, 1111, 1997]
- ad-point: The Garments are thoroughly shrunk.: [22, 786, 148, 796]
- tide-cell: 9.54: [136, 106, 151, 116]
